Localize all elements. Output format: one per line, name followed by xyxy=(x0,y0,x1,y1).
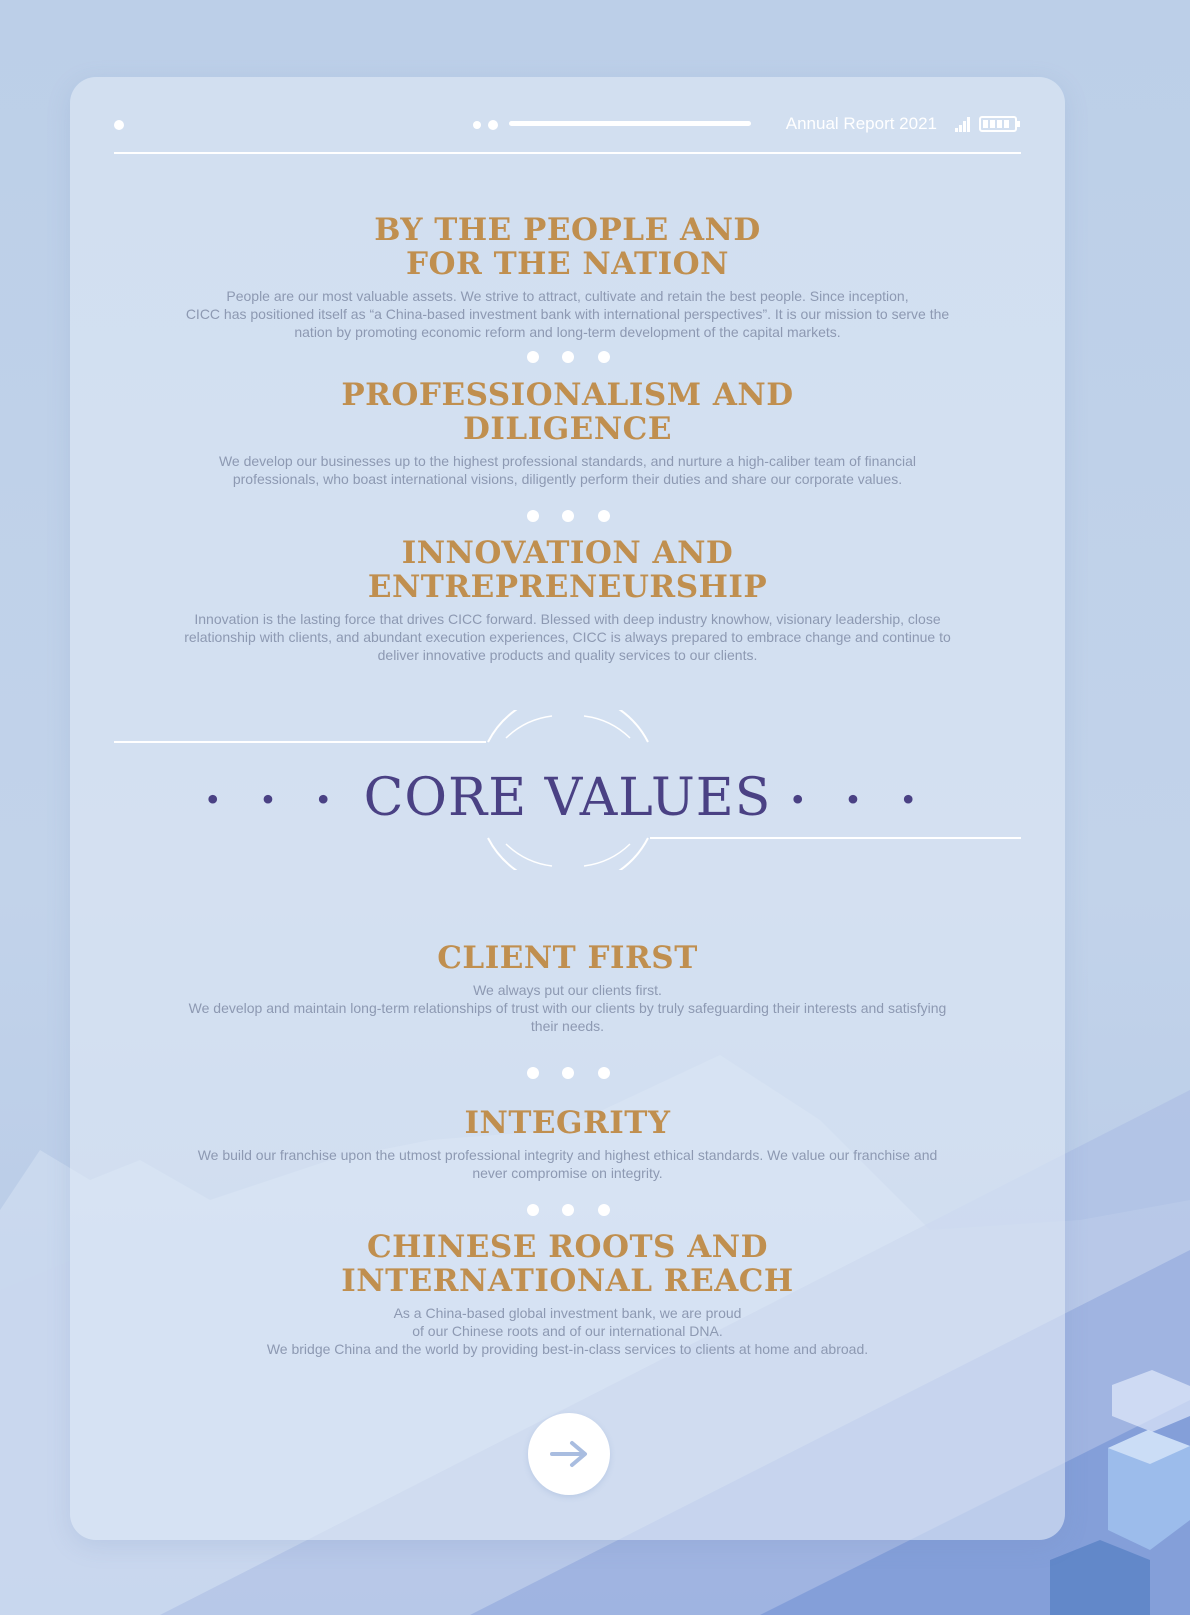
description-line: nation by promoting economic reform and long-term development of the capital markets. xyxy=(294,324,841,340)
heading-line: FOR THE NATION xyxy=(406,246,729,282)
value-description xyxy=(150,610,985,664)
pager-dot-icon xyxy=(488,120,498,130)
dot-icon xyxy=(598,510,610,522)
core-values-title xyxy=(70,768,1065,832)
value-heading xyxy=(150,1230,985,1298)
value-heading xyxy=(150,941,985,975)
separator-dots xyxy=(70,351,1065,365)
description-line: CICC has positioned itself as “a China-based investment bank with international perspectives”. It is our mission to serve the xyxy=(185,306,950,322)
dot-icon xyxy=(598,351,610,363)
dot-icon xyxy=(598,1204,610,1216)
value-heading xyxy=(150,378,985,446)
dot-icon xyxy=(527,351,539,363)
heading-line: ENTREPRENEURSHIP xyxy=(367,569,768,605)
description-line: Innovation is the lasting force that drives CICC forward. Blessed with deep industry knowhow, visionary leadership, close xyxy=(194,611,941,627)
dot-icon xyxy=(527,1067,539,1079)
description-line: their needs. xyxy=(530,1018,605,1034)
next-page-button[interactable] xyxy=(528,1413,610,1495)
separator-dots xyxy=(70,1067,1065,1081)
value-section-integrity xyxy=(150,1106,985,1182)
description-line: professionals, who boast international visions, diligently perform their duties and share our corporate values. xyxy=(232,471,903,487)
title-dots-right: • • • xyxy=(788,783,932,819)
value-section-professionalism xyxy=(150,378,985,488)
value-section-client-first xyxy=(150,941,985,1035)
value-section-chinese-roots xyxy=(150,1230,985,1358)
arrow-right-icon xyxy=(549,1440,589,1468)
value-heading xyxy=(150,1106,985,1140)
description-line: of our Chinese roots and of our international DNA. xyxy=(412,1323,723,1339)
heading-line: INTEGRITY xyxy=(464,1105,671,1141)
value-heading xyxy=(150,213,985,281)
description-line: We build our franchise upon the utmost professional integrity and highest ethical standards. We value our franchise and xyxy=(197,1147,938,1163)
description-line: deliver innovative products and quality services to our clients. xyxy=(377,647,758,663)
value-section-innovation xyxy=(150,536,985,664)
content-card xyxy=(70,77,1065,1540)
separator-dots xyxy=(70,1204,1065,1218)
value-heading xyxy=(150,536,985,604)
dot-icon xyxy=(562,351,574,363)
value-description xyxy=(150,452,985,488)
dot-icon xyxy=(562,510,574,522)
header-divider xyxy=(114,152,1021,154)
dot-icon xyxy=(114,120,124,130)
value-description xyxy=(150,981,985,1035)
heading-line: CHINESE ROOTS AND xyxy=(366,1229,769,1265)
progress-line xyxy=(509,121,751,126)
title-text: CORE VALUES xyxy=(363,768,772,828)
separator-dots xyxy=(70,510,1065,524)
description-line: We develop our businesses up to the highest professional standards, and nurture a high-caliber team of financial xyxy=(218,453,917,469)
heading-line: INNOVATION AND xyxy=(401,535,734,571)
value-description xyxy=(150,1146,985,1182)
value-description xyxy=(150,287,985,341)
value-description xyxy=(150,1304,985,1358)
dot-icon xyxy=(527,510,539,522)
description-line: relationship with clients, and abundant execution experiences, CICC is always prepared to embrace change and continue to xyxy=(184,629,951,645)
battery-icon xyxy=(979,116,1021,132)
dot-icon xyxy=(562,1204,574,1216)
value-section-people xyxy=(150,213,985,341)
pager-dot-icon xyxy=(473,121,481,129)
description-line: never compromise on integrity. xyxy=(472,1165,663,1181)
dot-icon xyxy=(527,1204,539,1216)
dot-icon xyxy=(598,1067,610,1079)
status-bar xyxy=(114,113,1021,137)
description-line: We bridge China and the world by providing best-in-class services to clients at home and abroad. xyxy=(266,1341,869,1357)
heading-line: PROFESSIONALISM AND xyxy=(341,377,794,413)
title-dots-left: • • • xyxy=(203,783,347,819)
core-values-banner xyxy=(70,710,1065,870)
heading-line: BY THE PEOPLE AND xyxy=(374,212,761,248)
description-line: We develop and maintain long-term relationships of trust with our clients by truly safeguarding their interests and satisfying xyxy=(188,1000,947,1016)
description-line: We always put our clients first. xyxy=(473,982,662,998)
dot-icon xyxy=(562,1067,574,1079)
signal-icon xyxy=(955,116,971,132)
description-line: As a China-based global investment bank, we are proud xyxy=(393,1305,742,1321)
description-line: People are our most valuable assets. We strive to attract, cultivate and retain the best people. Since inception, xyxy=(226,288,909,304)
heading-line: DILIGENCE xyxy=(463,411,672,447)
heading-line: CLIENT FIRST xyxy=(437,940,698,976)
report-title: Annual Report 2021 xyxy=(785,114,937,133)
heading-line: INTERNATIONAL REACH xyxy=(341,1263,794,1299)
